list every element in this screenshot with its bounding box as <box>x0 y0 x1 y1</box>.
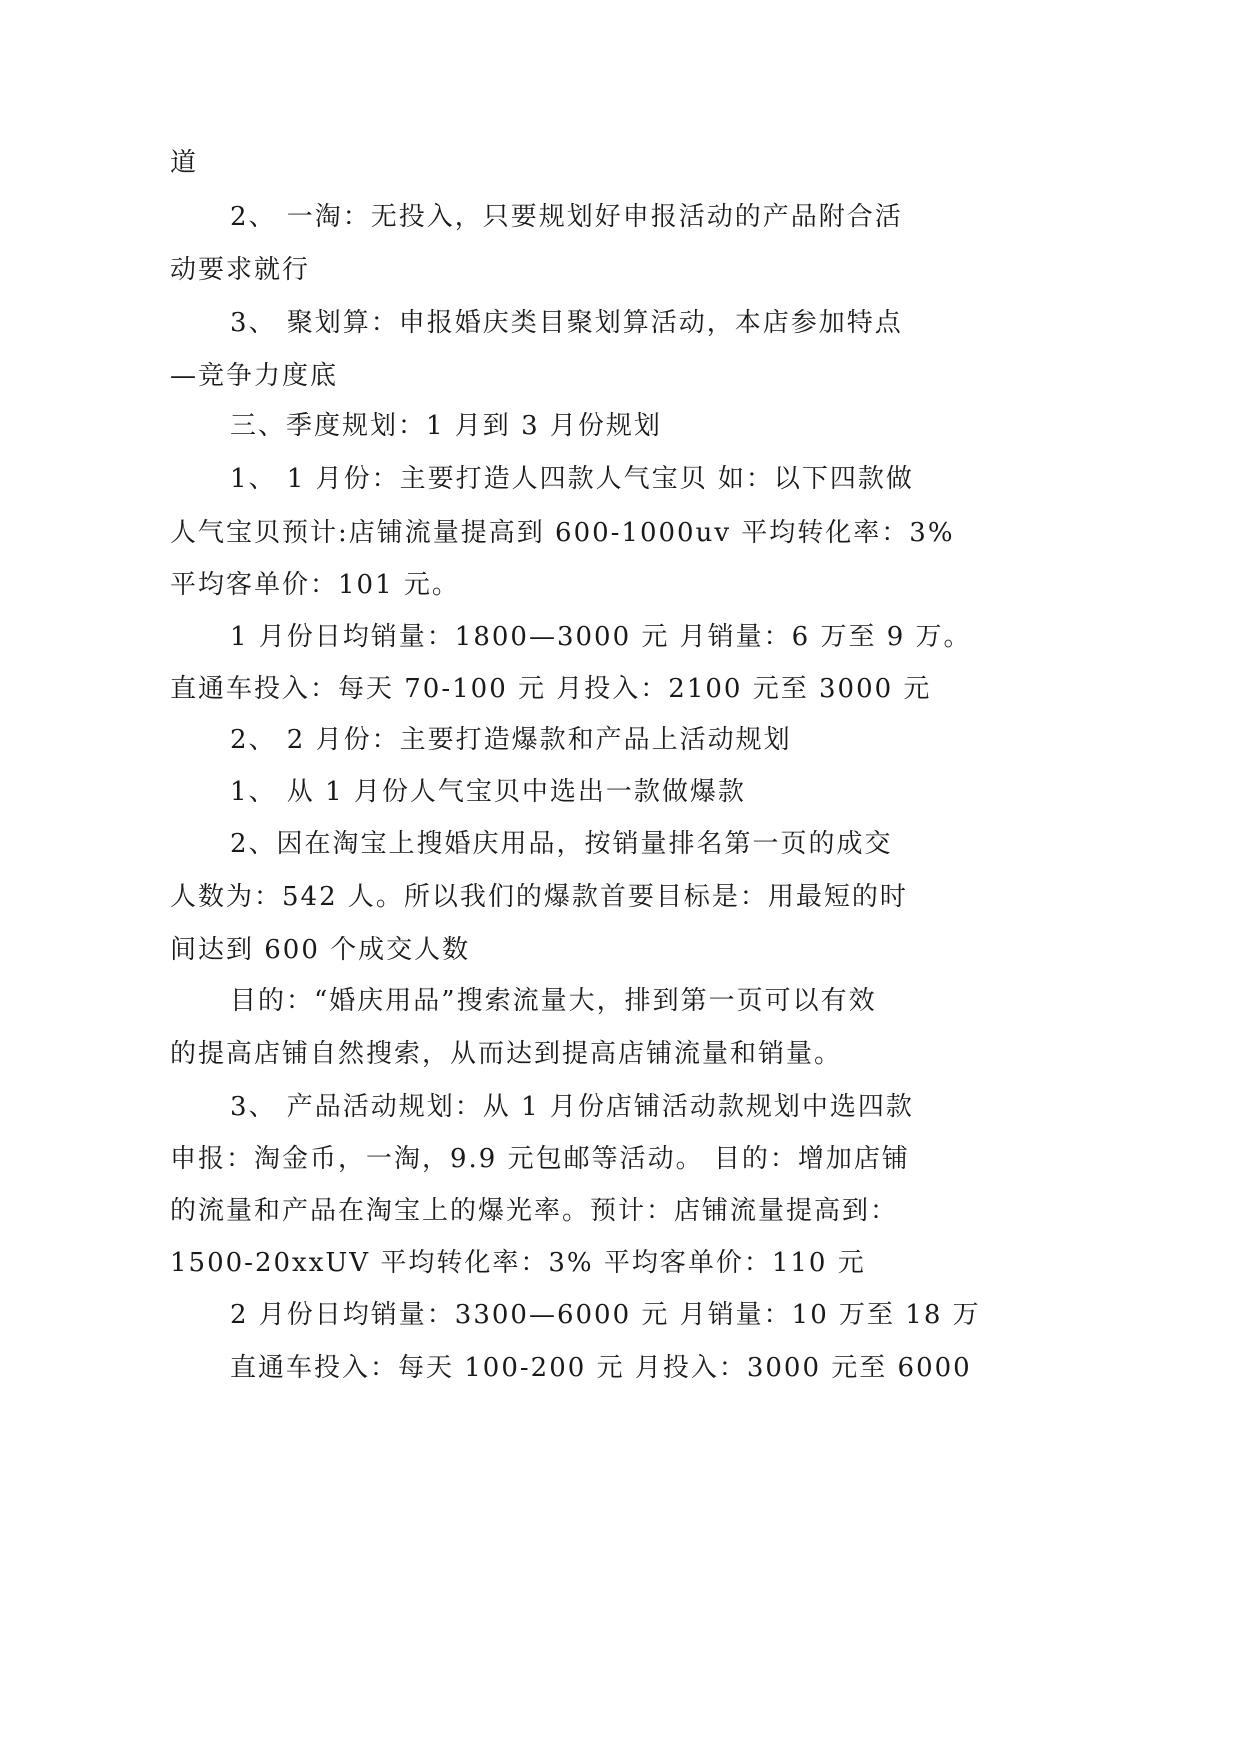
text-line: 直通车投入：每天 70-100 元 月投入：2100 元至 3000 元 <box>170 674 932 704</box>
text-line: 动要求就行 <box>170 255 311 285</box>
text-line: 申报：淘金币，一淘，9.9 元包邮等活动。 目的：增加店铺 <box>170 1144 910 1174</box>
text-line: 1、 1 月份：主要打造人四款人气宝贝 如：以下四款做 <box>230 464 914 494</box>
text-line: 2、因在淘宝上搜婚庆用品，按销量排名第一页的成交 <box>230 829 893 859</box>
text-line: 目的：“婚庆用品”搜索流量大，排到第一页可以有效 <box>230 986 877 1016</box>
text-line: 1 月份日均销量：1800—3000 元 月销量：6 万至 9 万。 <box>230 622 972 652</box>
text-line: 间达到 600 个成交人数 <box>170 935 471 965</box>
text-line: 3、 聚划算：申报婚庆类目聚划算活动，本店参加特点 <box>230 308 903 338</box>
text-line: 1500-20xxUV 平均转化率：3% 平均客单价：110 元 <box>170 1248 866 1278</box>
text-line: —竞争力度底 <box>170 361 339 391</box>
text-line: 道 <box>170 148 199 178</box>
text-line: 直通车投入：每天 100-200 元 月投入：3000 元至 6000 <box>230 1353 972 1383</box>
text-line: 的提高店铺自然搜索，从而达到提高店铺流量和销量。 <box>170 1039 843 1069</box>
text-line: 人数为：542 人。所以我们的爆款首要目标是：用最短的时 <box>170 882 908 912</box>
text-line: 3、 产品活动规划：从 1 月份店铺活动款规划中选四款 <box>230 1092 914 1122</box>
text-line: 的流量和产品在淘宝上的爆光率。预计：店铺流量提高到： <box>170 1196 899 1226</box>
text-line: 人气宝贝预计:店铺流量提高到 600-1000uv 平均转化率：3% <box>170 518 955 548</box>
text-line: 2 月份日均销量：3300—6000 元 月销量：10 万至 18 万 <box>230 1300 981 1330</box>
section-heading: 三、季度规划：1 月到 3 月份规划 <box>230 411 662 441</box>
text-line: 平均客单价：101 元。 <box>170 570 460 600</box>
text-line: 2、 2 月份：主要打造爆款和产品上活动规划 <box>230 725 792 755</box>
text-line: 2、 一淘：无投入，只要规划好申报活动的产品附合活 <box>230 202 903 232</box>
text-line: 1、 从 1 月份人气宝贝中选出一款做爆款 <box>230 777 746 807</box>
